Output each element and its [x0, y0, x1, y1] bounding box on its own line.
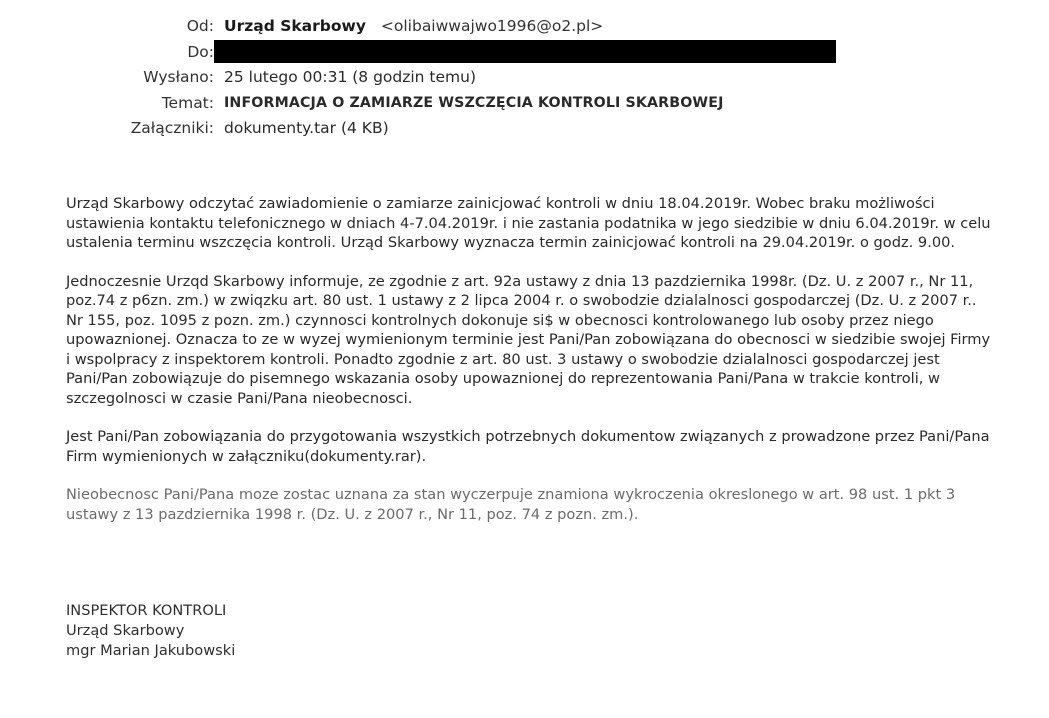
sent-label: Wysłano: [143, 68, 214, 86]
from-value [224, 14, 603, 39]
paragraph-documents: Jest Pani/Pan zobowiązania do przygotowania wszystkich potrzebnych dokumentow związanych z prowadzone przez Pani/Pana Firm wymienionych w załączniku(dokumenty.rar). [66, 428, 990, 465]
sent-row [0, 65, 1049, 91]
signature-name: mgr Marian Jakubowski [66, 642, 236, 659]
signature-office: Urząd Skarbowy [66, 622, 185, 639]
from-row [0, 14, 1049, 40]
signature-title: INSPEKTOR KONTROLI [66, 602, 227, 619]
signature-block [66, 601, 235, 661]
redacted-recipient [214, 40, 836, 63]
subject-value: INFORMACJA O ZAMIARZE WSZCZĘCIA KONTROLI SKARBOWEJ [224, 94, 724, 111]
email-body [66, 194, 996, 543]
sender-name[interactable]: Urząd Skarbowy [224, 17, 366, 35]
from-label: Od: [186, 17, 214, 35]
paragraph-legal-basis: Jednoczesnie Urzqd Skarbowy informuje, ze zgodnie z art. 92a ustawy z dnia 13 pazdziernika 1998r. (Dz. U. z 2007 r., Nr 11, poz.74 z p6zn. zm.) w zwiqzku art. 80 ust. 1 ustawy z 2 lipca 2004 r. o swobodzie dzialalnosci gospodarczej (Dz. U. z 2007 r.. Nr 155, poz. 1095 z pozn. zm.) czynnosci kontrolnych dokonuje si$ w obecnosci kontrolowanego lub osoby przez niego upowaznionej. Oznacza to ze w wyzej wymienionym terminie jest Pani/Pan zobowiązana do obecnosci w siedzibie swojej Firmy i wspolpracy z inspektorem kontroli. Ponadto zgodnie z art. 80 ust. 3 ustawy o swobodzie dzialalnosci gospodarczej jest Pani/Pan zobowiązuje do pisemnego wskazania osoby upowaznionej do reprezentowania Pani/Pana w trakcie kontroli, w szczegolnosci w czasie Pani/Pana nieobecnosci. [66, 272, 991, 407]
to-label: Do: [187, 42, 214, 61]
attachment-link[interactable]: dokumenty.tar (4 KB) [224, 119, 389, 137]
subject-label: Temat: [161, 93, 214, 112]
attachments-label: Załączniki: [130, 119, 214, 137]
attachments-row [0, 116, 1049, 142]
sent-value: 25 lutego 00:31 (8 godzin temu) [224, 68, 477, 86]
paragraph-notice: Urząd Skarbowy odczytać zawiadomienie o zamiarze zainicjować kontroli w dniu 18.04.2019r. Wobec braku możliwości ustawienia kontaktu telefonicznego w dniach 4-7.04.2019r. i nie zastania podatnika w jego siedzibie w dniu 6.04.2019r. w celu ustalenia terminu wszczęcia kontroli. Urząd Skarbowy wyznacza termin zainicjować kontroli na 29.04.2019r. o godz. 9.00. [66, 195, 991, 251]
sender-email[interactable]: <olibaiwwajwo1996@o2.pl> [380, 17, 604, 35]
subject-row [0, 91, 1049, 117]
paragraph-absence-warning: Nieobecnosc Pani/Pana moze zostac uznana za stan wyczerpuje znamiona wykroczenia okreslonego w art. 98 ust. 1 pkt 3 ustawy z 13 pazdziernika 1998 r. (Dz. U. z 2007 r., Nr 11, poz. 74 z pozn. zm.). [66, 486, 956, 523]
email-header [0, 14, 1049, 142]
